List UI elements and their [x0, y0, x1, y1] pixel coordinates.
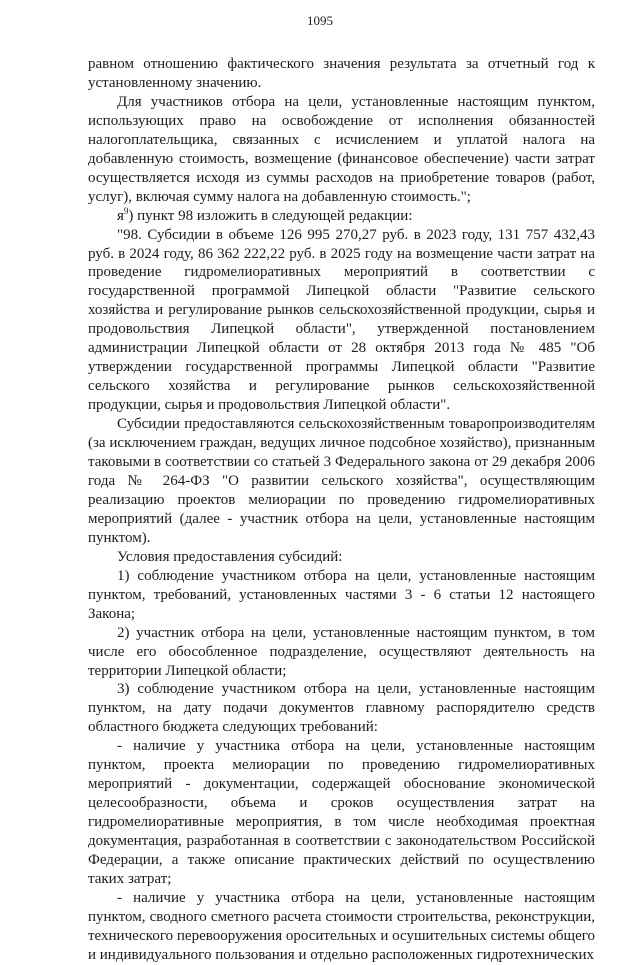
paragraph-condition-2: 2) участник отбора на цели, установленные настоящим пунктом, в том числе его обособленное подразделение, осуществляют деятельность на территории Липецкой области; [88, 624, 595, 679]
page-number: 1095 [307, 13, 333, 28]
amendment-letter: я [117, 207, 124, 224]
paragraph-amendment-item [88, 207, 595, 226]
paragraph-conditions-heading: Условия предоставления субсидий: [117, 548, 343, 565]
paragraph-condition-3: 3) соблюдение участником отбора на цели, установленные настоящим пунктом, на дату подачи документов главному распорядителю средств областного бюджета следующих требований: [88, 681, 595, 736]
paragraph-subsidy-recipients: Субсидии предоставляются сельскохозяйственным товаропроизводителям (за исключением граждан, ведущих личное подсобное хозяйство), признанным таковыми в соответствии со статьей 3 Федерального закона от 29 декабря 2006 года № 264-ФЗ "О развитии сельского хозяйства", осуществляющим реализацию проектов мелиорации по проведению гидромелиоративных мероприятий (далее - участник отбора на цели, установленные настоящим пунктом). [88, 416, 595, 546]
amendment-superscript: 9 [123, 205, 129, 216]
paragraph-vat-exemption: Для участников отбора на цели, установленные настоящим пунктом, использующих право на освобождение от исполнения обязанностей налогоплательщика, связанных с исчислением и уплатой налога на добавленную стоимость, возмещение (финансовое обеспечение) части затрат осуществляется исходя из суммы расходов на приобретение товаров (работ, услуг), включая сумму налога на добавленную стоимость."; [88, 93, 595, 205]
paragraph-result-value: равном отношению фактического значения результата за отчетный год к установленному значению. [88, 56, 595, 91]
document-body [88, 55, 595, 965]
paragraph-requirement-estimate: - наличие у участника отбора на цели, установленные настоящим пунктом, сводного сметного расчета стоимости строительства, реконструкции, технического перевооружения оросительных и осушительных системы общего и индивидуального пользования и отдельно расположенных гидротехнических [88, 889, 595, 963]
paragraph-condition-1: 1) соблюдение участником отбора на цели, установленные настоящим пунктом, требований, установленных частями 3 - 6 статьи 12 настоящего Закона; [88, 567, 595, 622]
amendment-text: ) пункт 98 изложить в следующей редакции: [128, 207, 413, 224]
paragraph-subsidy-98: "98. Субсидии в объеме 126 995 270,27 руб. в 2023 году, 131 757 432,43 руб. в 2024 году, 86 362 222,22 руб. в 2025 году на возмещение части затрат на проведение гидромелиоративных мероприятий в соответствии с государственной программой Липецкой области "Развитие сельского хозяйства и регулирование рынков сельскохозяйственной продукции, сырья и продовольствия Липецкой области", утвержденной постановлением администрации Липецкой области от 28 октября 2013 года № 485 "Об утверждении государственной программы Липецкой области "Развитие сельского хозяйства и регулирование рынков сельскохозяйственной продукции, сырья и продовольствия Липецкой области". [88, 226, 595, 414]
paragraph-requirement-project: - наличие у участника отбора на цели, установленные настоящим пунктом, проекта мелиорации по проведению гидромелиоративных мероприятий - документации, содержащей обоснование экономической целесообразности, объема и сроков осуществления затрат на гидромелиоративные мероприятия, в том числе необходимая проектная документация, разработанная в соответствии с законодательством Российской Федерации, а также описание практических действий по осуществлению таких затрат; [88, 738, 595, 887]
